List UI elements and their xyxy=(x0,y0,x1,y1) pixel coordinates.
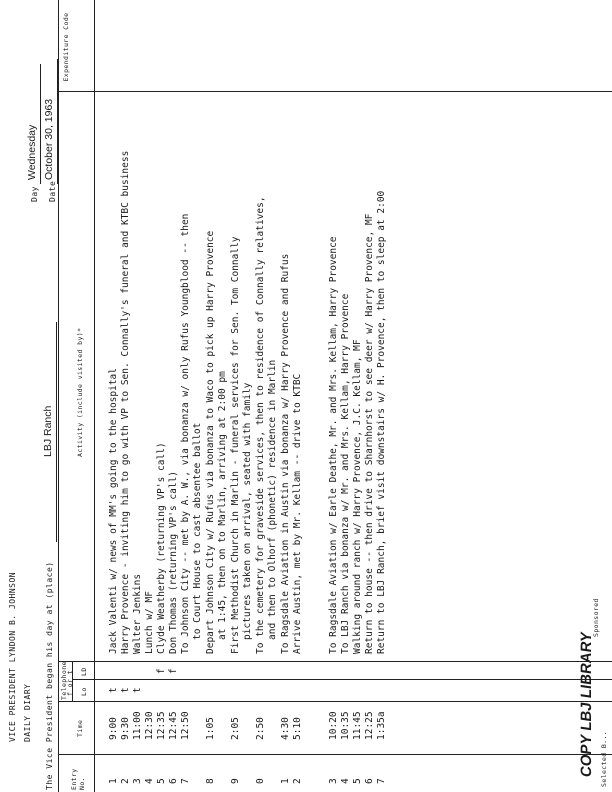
entry-number: 2 xyxy=(292,778,303,784)
entry-activity-line: Clyde Weatherby (returning VP's call) xyxy=(156,442,167,654)
entry-activity-line: Depart Johnson City w/ Rufus via bonanza to Waco to pick up Harry Provence xyxy=(205,230,216,654)
entry-number: 4 xyxy=(340,778,351,784)
entry-telephone-mark: t xyxy=(108,687,119,693)
entry-time: 12:50 xyxy=(180,711,191,740)
entry-number: 7 xyxy=(376,778,387,784)
entry-number: 3 xyxy=(132,778,143,784)
entry-time: 10:35 xyxy=(340,711,351,740)
telephone-column-header: Telephone xyxy=(60,661,68,700)
entry-activity-line: Return to house -- then drive to Sharnhorst to see deer w/ Harry Provence, MF xyxy=(364,213,375,654)
entry-number: 9 xyxy=(230,778,241,784)
entry-telephone-mark: f xyxy=(168,668,179,674)
day-value: Wednesday xyxy=(26,124,38,180)
entry-activity-line: To the cemetery for graveside services, then to residence of Connally relatives, xyxy=(255,196,266,654)
entry-activity-line: To Johnson City -- met by A. W., via bonanza w/ only Rufus Youngblood -- then xyxy=(180,213,191,654)
entry-activity-line: Harry Provence - inviting him to go with VP to Sen. Connally's funeral and KTBC business xyxy=(120,150,131,654)
entry-number: 4 xyxy=(144,778,155,784)
day-label: Day xyxy=(30,186,39,202)
entry-number: 5 xyxy=(156,778,167,784)
entry-activity-line: to Court House to cast absentee ballot xyxy=(192,422,203,640)
date-value: October 30, 1963 xyxy=(43,98,55,180)
entry-number: 3 xyxy=(328,778,339,784)
entry-time: 5:10 xyxy=(292,717,303,740)
telephone-lo-header: Lo xyxy=(80,687,88,696)
entry-number: 0 xyxy=(255,778,266,784)
entry-telephone-mark: f xyxy=(156,668,167,674)
entry-time: 11:45 xyxy=(352,711,363,740)
entry-activity-line: pictures taken on arrival, seated with family xyxy=(242,382,253,640)
diary-title: VICE PRESIDENT LYNDON B. JOHNSON xyxy=(8,571,17,742)
entry-activity-line: and then to Olhorf (phonetic) residence in Marlin xyxy=(267,359,278,640)
entry-activity-line: Walter Jenkins xyxy=(132,573,143,654)
entry-activity-line: Jack Valenti w/ news of MM's going to the hospital xyxy=(108,368,119,654)
place-value: LBJ Ranch xyxy=(42,405,54,457)
footer-note-sponsored: Sponsored xyxy=(592,598,600,637)
day-underline xyxy=(40,64,41,184)
footer-note-selected: Selected B... xyxy=(600,730,608,787)
entry-time: 2:05 xyxy=(230,717,241,740)
entry-activity-line: Lunch w/ MF xyxy=(144,591,155,654)
entry-number: 8 xyxy=(205,778,216,784)
entry-number: 1 xyxy=(108,778,119,784)
table-header-rule xyxy=(94,0,95,792)
entry-telephone-mark: t xyxy=(132,687,143,693)
entry-column-line xyxy=(58,754,612,755)
diary-subtitle: DAILY DIARY xyxy=(23,683,32,742)
table-top-rule xyxy=(58,0,59,792)
began-day-label: The Vice President began his day at (place) xyxy=(45,561,54,790)
telephone-column-line xyxy=(58,661,612,662)
entry-time: 12:30 xyxy=(144,711,155,740)
time-column-header: Time xyxy=(76,719,84,737)
entry-activity-line: Return to LBJ Ranch, brief visit downstairs w/ H. Provence, then to sleep at 2:00 xyxy=(376,190,387,654)
entry-time: 12:45 xyxy=(168,711,179,740)
entry-time: 12:35 xyxy=(156,711,167,740)
activity-column-header: Activity (include visited by)* xyxy=(76,327,84,457)
telephone-fort-header: f or t xyxy=(66,670,74,696)
entry-time: 2:50 xyxy=(255,717,266,740)
entry-activity-line: Arrive Austin, met by Mr. Kellam -- drive to KTBC xyxy=(292,373,303,654)
entry-activity-line: To LBJ Ranch via bonanza w/ Mr. and Mrs. Kellam, Harry Provence xyxy=(340,293,351,654)
entry-number: 1 xyxy=(280,778,291,784)
entry-activity-line: Walking around ranch w/ Harry Provence, J.C. Kellam, MF xyxy=(352,339,363,654)
entry-number: 2 xyxy=(120,778,131,784)
activity-column-line xyxy=(58,91,612,92)
telephone-split-line xyxy=(72,679,612,680)
time-column-line xyxy=(58,701,612,702)
entry-time: 11:00 xyxy=(132,711,143,740)
entry-column-header: Entry No. xyxy=(70,768,86,790)
entry-telephone-mark: t xyxy=(120,687,131,693)
entry-time: 10:20 xyxy=(328,711,339,740)
entry-time: 4:30 xyxy=(280,717,291,740)
entry-time: 9:30 xyxy=(120,717,131,740)
entry-activity-line: Don Thomas (returning VP's call) xyxy=(168,470,179,654)
entry-number: 6 xyxy=(364,778,375,784)
date-label: Date xyxy=(48,180,57,202)
place-underline xyxy=(56,322,57,542)
telephone-ld-header: LD xyxy=(80,667,88,676)
entry-activity-line: at 1:45, then on to Marlin, arriving at 2:00 pm xyxy=(217,371,228,640)
library-copy-stamp: COPY LBJ LIBRARY xyxy=(578,630,595,779)
entry-time: 1:35a xyxy=(376,711,387,740)
entry-activity-line: To Ragsdale Aviation w/ Earle Deathe, Mr. and Mrs. Kellam, Harry Provence xyxy=(328,236,339,654)
entry-time: 9:00 xyxy=(108,717,119,740)
entry-number: 6 xyxy=(168,778,179,784)
entry-number: 7 xyxy=(180,778,191,784)
entry-time: 12:25 xyxy=(364,711,375,740)
entry-number: 5 xyxy=(352,778,363,784)
expenditure-column-header: Expenditure Code xyxy=(62,12,70,82)
entry-time: 1:05 xyxy=(205,717,216,740)
entry-activity-line: To Ragsdale Aviation in Austin via bonanza w/ Harry Provence and Rufus xyxy=(280,253,291,654)
entry-activity-line: First Methodist Church in Marlin - funeral services for Sen. Tom Connally xyxy=(230,236,241,654)
